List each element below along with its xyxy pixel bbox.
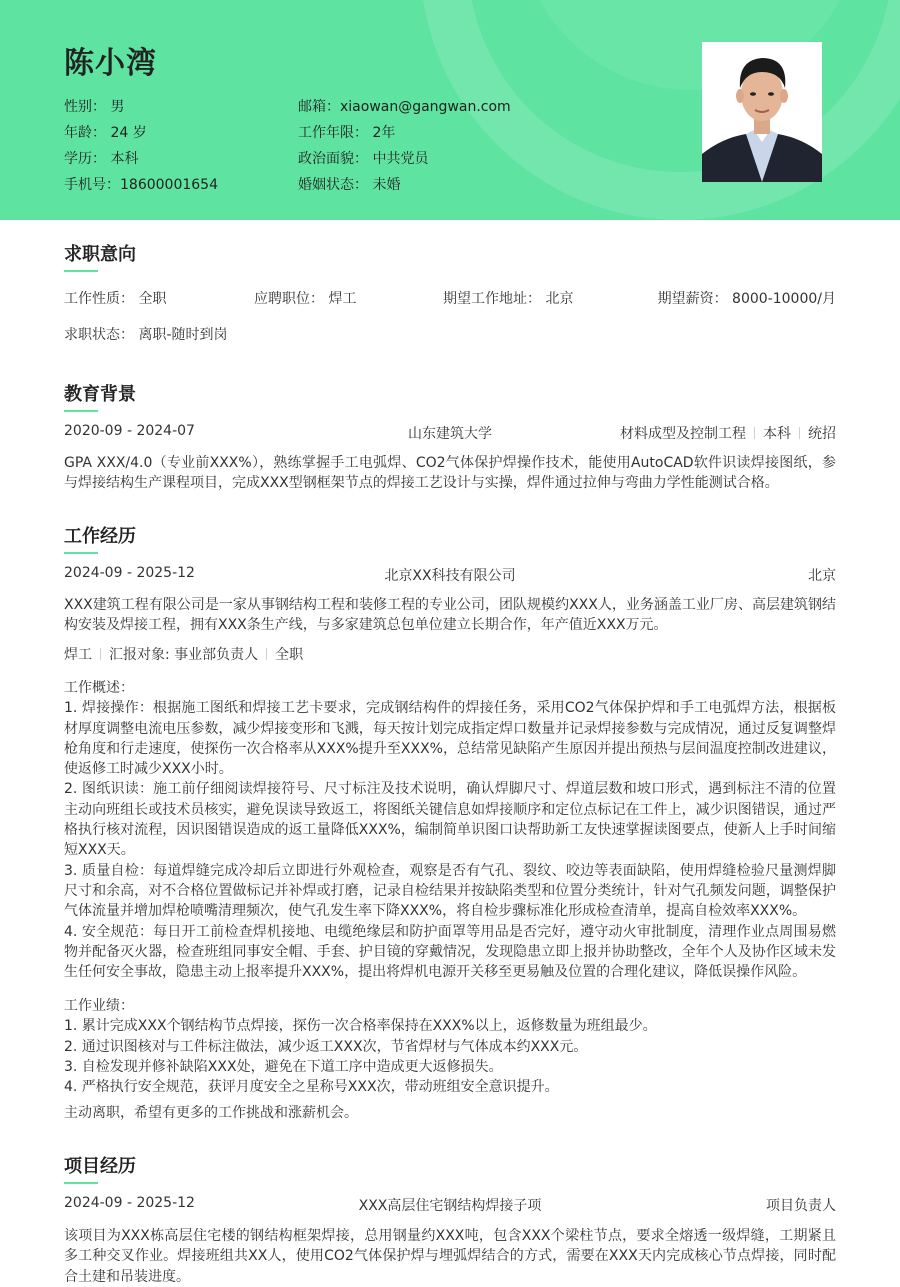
phone-info: 手机号：18600001654: [64, 177, 218, 193]
divider: [754, 427, 755, 439]
section-underline: [64, 270, 98, 272]
candidate-name: 陈小湾: [64, 46, 157, 81]
divider: [100, 648, 101, 660]
education-info: 学历： 本科: [64, 151, 139, 167]
enrollment-type: 统招: [808, 426, 836, 442]
achievement-item: 1. 累计完成XXX个钢结构节点焊接，探伤一次合格率保持在XXX%以上，返修数量为班组最少。: [64, 1018, 657, 1035]
degree: 本科: [763, 426, 791, 442]
work-achievements: [64, 996, 836, 1097]
work-section-title: 工作经历: [64, 526, 136, 547]
education-details: [560, 423, 836, 443]
marital-info: 婚姻状态： 未婚: [298, 177, 401, 193]
work-job-type: 全职: [275, 647, 304, 663]
divider: [799, 427, 800, 439]
report-to: 汇报对象: 事业部负责人: [109, 647, 259, 663]
work-tags: [64, 644, 303, 664]
company-name: 北京XX科技有限公司: [384, 568, 516, 584]
achievement-item: 3. 自检发现并修补缺陷XXX处，避免在下道工序中造成更大返修损失。: [64, 1058, 503, 1075]
overview-label: 工作概述：: [64, 680, 134, 696]
education-period: 2020-09 - 2024-07: [64, 423, 195, 439]
section-underline: [64, 1182, 98, 1184]
major: 材料成型及控制工程: [620, 426, 746, 442]
project-name: XXX高层住宅钢结构焊接子项: [358, 1198, 542, 1214]
duty-item: 4. 安全规范：每日开工前检查焊机接地、电缆绝缘层和防护面罩等用品是否完好，遵守动火审批制度，清理作业点周围易燃物并配备灭火器，检查班组同事安全帽、手套、护目镜的穿戴情况，发现隐患立即上报并协助整改，全年个人及协作区域未发生任何安全事故，隐患主动上报率提升XXX%，提出将焊机电源开关移至更易触及位置的合理化建议，降低误操作风险。: [64, 923, 836, 981]
email-info: 邮箱：xiaowan@gangwan.com: [298, 99, 511, 115]
desired-location: 期望工作地址： 北京: [443, 291, 574, 307]
duty-item: 3. 质量自检：每道焊缝完成冷却后立即进行外观检查，观察是否有气孔、裂纹、咬边等表面缺陷，使用焊缝检验尺量测焊脚尺寸和余高，对不合格位置做标记并补焊或打磨，记录自检结果并按缺陷类型和位置分类统计，针对气孔频发问题，调整保护气体流量并增加焊枪喷嘴清理频次，使气孔发生率下降XXX%，将自检步骤标准化形成检查清单，提高自检效率XXX%。: [64, 862, 836, 920]
achievement-item: 4. 严格执行安全规范，获评月度安全之星称号XXX次，带动班组安全意识提升。: [64, 1079, 559, 1096]
political-info: 政治面貌： 中共党员: [298, 151, 429, 167]
education-section-title: 教育背景: [64, 384, 136, 405]
job-status: 求职状态： 离职-随时到岗: [64, 327, 228, 343]
portrait-photo: [702, 42, 822, 182]
duty-item: 2. 图纸识读：施工前仔细阅读焊接符号、尺寸标注及技术说明，确认焊脚尺寸、焊道层数和坡口形式，遇到标注不清的位置主动向班组长或技术员核实，避免误读导致返工，将图纸关键信息如焊接顺序和定位点标记在工件上，减少识图错误，通过严格执行核对流程，因识图错误造成的返工量降低XXX%，编制简单识图口诀帮助新工友快速掌握读图要点，使新人上手时间缩短XXX天。: [64, 781, 836, 859]
desired-salary: 期望薪资： 8000-10000/月: [657, 291, 836, 307]
section-underline: [64, 410, 98, 412]
age-info: 年龄： 24 岁: [64, 125, 147, 141]
gender-info: 性别： 男: [64, 99, 125, 115]
work-period: 2024-09 - 2025-12: [64, 565, 195, 581]
section-underline: [64, 552, 98, 554]
work-years-info: 工作年限： 2年: [298, 125, 396, 141]
intention-section-title: 求职意向: [64, 244, 136, 265]
work-overview: [64, 678, 836, 982]
project-role: 项目负责人: [766, 1198, 836, 1214]
achievement-item: 2. 通过识图核对与工件标注做法，减少返工XXX次，节省焊材与气体成本约XXX元。: [64, 1038, 588, 1055]
school-name: 山东建筑大学: [408, 426, 492, 442]
company-description: XXX建筑工程有限公司是一家从事钢结构工程和装修工程的专业公司，团队规模约XXX人，业务涵盖工业厂房、高层建筑钢结构安装及焊接工程，拥有XXX条生产线，与多家建筑总包单位建立长期合作，年产值近XXX万元。: [64, 597, 836, 634]
work-city: 北京: [808, 568, 836, 584]
portrait-photo-icon: [702, 42, 822, 182]
achievement-label: 工作业绩：: [64, 998, 134, 1014]
project-description: 该项目为XXX栋高层住宅楼的钢结构框架焊接，总用钢量约XXX吨，包含XXX个梁柱节点，要求全熔透一级焊缝，工期紧且多工种交叉作业。焊接班组共XX人，使用CO2气体保护焊与埋弧焊结合的方式，需要在XXX天内完成核心节点焊接，同时配合土建和吊装进度。: [64, 1228, 836, 1285]
education-description: GPA XXX/4.0（专业前XXX%），熟练掌握手工电弧焊、CO2气体保护焊操作技术，能使用AutoCAD软件识读焊接图纸，参与焊接结构生产课程项目，完成XXX型钢框架节点的焊接工艺设计与实操，焊件通过拉伸与弯曲力学性能测试合格。: [64, 455, 836, 492]
project-section-title: 项目经历: [64, 1156, 136, 1177]
resume-header: [0, 0, 900, 220]
job-type: 工作性质： 全职: [64, 291, 167, 307]
duty-item: 1. 焊接操作：根据施工图纸和焊接工艺卡要求，完成钢结构件的焊接任务，采用CO2气体保护焊和手工电弧焊方法，根据板材厚度调整电流电压参数，减少焊接变形和飞溅，每天按计划完成指定焊口数量并记录焊接参数与完成情况，通过反复调整焊枪角度和行走速度，使探伤一次合格率从XXX%提升至XXX%，总结常见缺陷产生原因并提出预热与层间温度控制改进建议，使返修工时减少XXX小时。: [64, 700, 836, 778]
divider: [266, 648, 267, 660]
leave-reason: 主动离职，希望有更多的工作挑战和涨薪机会。: [64, 1105, 358, 1121]
work-role: 焊工: [64, 647, 92, 663]
project-period: 2024-09 - 2025-12: [64, 1195, 195, 1211]
desired-position: 应聘职位： 焊工: [254, 291, 357, 307]
